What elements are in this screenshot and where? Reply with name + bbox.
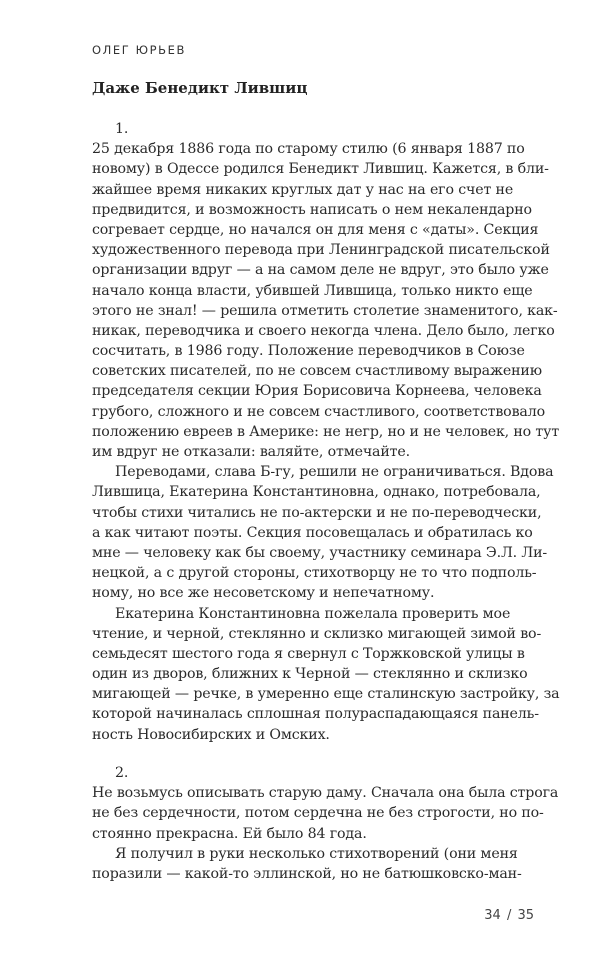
text-line: положению евреев в Америке: не негр, но и не человек, но тут [92, 423, 560, 440]
text-line: мигающей — речке, в умеренно еще сталинскую застройку, за [92, 686, 560, 703]
text-line: жайшее время никаких круглых дат у нас на его счет не [92, 181, 514, 198]
text-line: Екатерина Константиновна пожелала проверить мое [115, 605, 511, 622]
text-line: грубого, сложного и не совсем счастливого, соответствовало [92, 403, 545, 420]
text-line: чтение, и черной, стеклянно и склизко мигающей зимой во- [92, 625, 542, 642]
text-line: предвидится, и возможность написать о нем некалендарно [92, 201, 532, 218]
text-line: советских писателей, по не совсем счастливому выражению [92, 363, 542, 380]
text-line: сосчитать, в 1986 году. Положение переводчиков в Союзе [92, 343, 525, 360]
section-number: 1. [115, 121, 129, 137]
text-line: новому) в Одессе родился Бенедикт Лившиц. Кажется, в бли- [92, 161, 549, 178]
section-number: 2. [115, 765, 129, 781]
text-line: этого не знал! — решила отметить столетие знаменитого, как- [92, 302, 558, 319]
text-line: 25 декабря 1886 года по старому стилю (6 января 1887 по [92, 141, 525, 158]
text-line: никак, переводчика и своего некогда члена. Дело было, легко [92, 322, 555, 339]
text-line: согревает сердце, но начался он для меня с «даты». Секция [92, 221, 539, 238]
text-line: начало конца власти, убившей Лившица, только никто еще [92, 282, 533, 299]
page-number: 34 / 35 [484, 908, 534, 923]
text-line: а как читают поэты. Секция посовещалась и обратилась ко [92, 524, 533, 541]
text-line: художественного перевода при Ленинградской писательской [92, 242, 550, 259]
text-line: председателя секции Юрия Борисовича Корнеева, человека [92, 383, 542, 400]
text-line: им вдруг не отказали: валяйте, отмечайте. [92, 444, 410, 460]
text-line: чтобы стихи читались не по-актерски и не по-переводчески, [92, 504, 542, 521]
text-line: поразили — какой-то эллинской, но не батюшковско-ман- [92, 865, 522, 882]
running-head: ОЛЕГ ЮРЬЕВ [92, 43, 187, 57]
text-line: не без сердечности, потом сердечна не без строгости, но по- [92, 805, 544, 822]
text-line: Лившица, Екатерина Константиновна, однако, потребовала, [92, 484, 541, 501]
text-line: которой начиналась сплошная полураспадающаяся панель- [92, 706, 539, 723]
text-line: семьдесят шестого года я свернул с Торжковской улицы в [92, 645, 525, 662]
text-line: Не возьмусь описывать старую даму. Сначала она была строга [92, 785, 559, 802]
text-line: ному, но все же несоветскому и непечатному. [92, 585, 435, 602]
text-line: стоянно прекрасна. Ей было 84 года. [92, 825, 367, 842]
text-line: мне — человеку как бы своему, участнику семинара Э.Л. Ли- [92, 544, 548, 561]
text-line: Переводами, слава Б-гу, решили не ограничиваться. Вдова [115, 464, 554, 481]
section-1 [92, 119, 558, 745]
text-line: нецкой, а с другой стороны, стихотворцу не то что подполь- [92, 565, 537, 582]
chapter-title: Даже Бенедикт Лившиц [92, 79, 308, 97]
text-line: ность Новосибирских и Омских. [92, 726, 330, 743]
section-2 [92, 763, 558, 884]
text-line: организации вдруг — а на самом деле не вдруг, это было уже [92, 262, 549, 279]
text-line: Я получил в руки несколько стихотворений (они меня [115, 845, 518, 862]
text-line: один из дворов, ближних к Черной — стеклянно и склизко [92, 666, 528, 683]
